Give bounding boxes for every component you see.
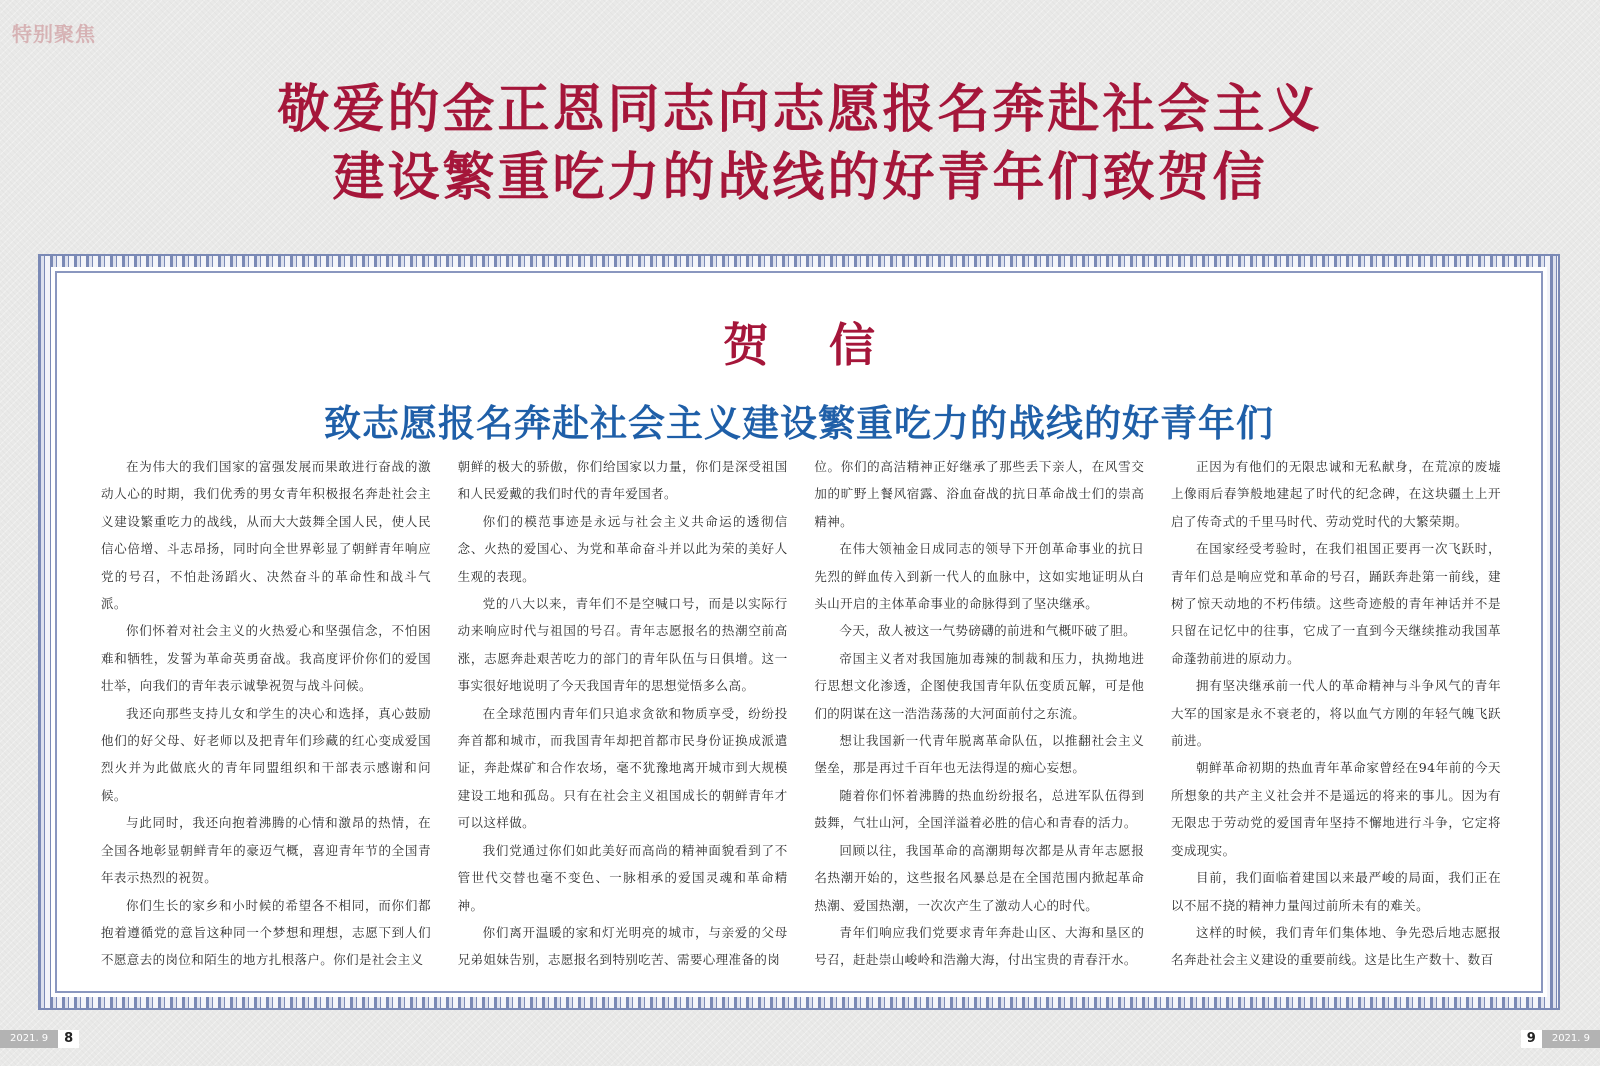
letter-paragraph: 我们党通过你们如此美好而高尚的精神面貌看到了不管世代交替也毫不变色、一脉相承的爱国灵魂和革命精神。	[457, 842, 788, 913]
letter-paragraph: 在为伟大的我们国家的富强发展而果敢进行奋战的激动人心的时期，我们优秀的男女青年积极报名奔赴社会主义建设繁重吃力的战线，从而大大鼓舞全国人民，使人民信心倍增、斗志昂扬，同时向全世界彰显了朝鲜青年响应党的号召，不怕赴汤蹈火、决然奋斗的革命性和战斗气派。	[101, 459, 431, 612]
letter-paragraph: 帝国主义者对我国施加毒辣的制裁和压力，执拗地进行思想文化渗透，企图使我国青年队伍变质瓦解，可是他们的阴谋在这一浩浩荡荡的大河面前付之东流。	[814, 650, 1145, 721]
letter-paragraph: 位。你们的高洁精神正好继承了那些丢下亲人，在风雪交加的旷野上餐风宿露、浴血奋战的抗日革命战士们的崇高精神。	[814, 459, 1145, 529]
text-column-1	[101, 453, 431, 973]
letter-paragraph: 在全球范围内青年们只追求贪欲和物质享受，纷纷投奔首都和城市，而我国青年却把首都市民身份证换成派遣证，奔赴煤矿和合作农场，毫不犹豫地离开城市到大规模建设工地和孤岛。只有在社会主义祖国成长的朝鲜青年才可以这样做。	[457, 705, 788, 831]
letter-paragraph: 回顾以往，我国革命的高潮期每次都是从青年志愿报名热潮开始的，这些报名风暴总是在全国范围内掀起革命热潮、爱国热潮，一次次产生了激动人心的时代。	[814, 842, 1145, 913]
letter-paragraph: 青年们响应我们党要求青年奔赴山区、大海和垦区的号召，赶赴崇山峻岭和浩瀚大海，付出宝贵的青春汗水。	[814, 924, 1145, 968]
letter-paragraph: 今天，敌人被这一气势磅礴的前进和气概吓破了胆。	[839, 623, 1137, 639]
article-title-line-1: 敬爱的金正恩同志向志愿报名奔赴社会主义	[277, 80, 1323, 140]
text-column-4	[1171, 453, 1501, 973]
letter-subheading: 致志愿报名奔赴社会主义建设繁重吃力的战线的好青年们	[324, 402, 1274, 445]
article-title	[0, 76, 1600, 212]
text-column-2	[458, 453, 788, 973]
page-number-left: 8	[58, 1030, 79, 1048]
letter-paragraph: 朝鲜革命初期的热血青年革命家曾经在94年前的今天所想象的共产主义社会并不是遥远的将来的事儿。因为有无限忠于劳动党的爱国青年坚持不懈地进行斗争，它定将变成现实。	[1170, 760, 1501, 858]
letter-paragraph: 拥有坚决继承前一代人的革命精神与斗争风气的青年大军的国家是永不衰老的，将以血气方刚的年轻气魄飞跃前进。	[1170, 678, 1501, 749]
letter-paragraph: 与此同时，我还向抱着沸腾的心情和激昂的热情，在全国各地彰显朝鲜青年的豪迈气概，喜迎青年节的全国青年表示热烈的祝贺。	[101, 815, 431, 886]
letter-paragraph: 目前，我们面临着建国以来最严峻的局面，我们正在以不屈不挠的精神力量闯过前所未有的难关。	[1170, 870, 1501, 913]
footer-right	[1521, 1030, 1600, 1048]
letter-paragraph: 党的八大以来，青年们不是空喊口号，而是以实际行动来响应时代与祖国的号召。青年志愿报名的热潮空前高涨，志愿奔赴艰苦吃力的部门的青年队伍与日俱增。这一事实很好地说明了今天我国青年的思想觉悟多么高。	[457, 596, 788, 694]
text-column-3	[814, 453, 1144, 973]
letter-body	[101, 453, 1501, 973]
letter-paragraph: 在伟大领袖金日成同志的领导下开创革命事业的抗日先烈的鲜血传入到新一代人的血脉中，这如实地证明从白头山开启的主体革命事业的命脉得到了坚决继承。	[814, 541, 1145, 612]
letter-frame	[38, 254, 1560, 1010]
magazine-section-logo: 特别聚焦	[12, 22, 96, 46]
page-number-right: 9	[1521, 1030, 1542, 1048]
letter-paragraph: 想让我国新一代青年脱离革命队伍，以推翻社会主义堡垒，那是再过千百年也无法得逞的痴心妄想。	[814, 733, 1145, 776]
issue-date-left: 2021. 9	[0, 1030, 58, 1048]
footer-left	[0, 1030, 79, 1048]
issue-date-right: 2021. 9	[1542, 1030, 1600, 1048]
letter-paragraph: 你们生长的家乡和小时候的希望各不相同，而你们都抱着遵循党的意旨这种同一个梦想和理想，志愿下到人们不愿意去的岗位和陌生的地方扎根落户。你们是社会主义	[101, 897, 431, 968]
letter-panel	[55, 271, 1543, 993]
letter-paragraph: 随着你们怀着沸腾的热血纷纷报名，总进军队伍得到鼓舞，气壮山河，全国洋溢着必胜的信心和青春的活力。	[814, 787, 1145, 831]
letter-paragraph: 正因为有他们的无限忠诚和无私献身，在荒凉的废墟上像雨后春笋般地建起了时代的纪念碑，在这块疆土上开启了传奇式的千里马时代、劳动党时代的大繁荣期。	[1170, 459, 1501, 529]
letter-paragraph: 你们离开温暖的家和灯光明亮的城市，与亲爱的父母兄弟姐妹告别，志愿报名到特别吃苦、需要心理准备的岗	[457, 924, 788, 968]
letter-paragraph: 你们的模范事迹是永远与社会主义共命运的透彻信念、火热的爱国心、为党和革命奋斗并以此为荣的美好人生观的表现。	[457, 513, 788, 584]
letter-paragraph: 这样的时候，我们青年们集体地、争先恐后地志愿报名奔赴社会主义建设的重要前线。这是比生产数十、数百	[1170, 924, 1501, 968]
letter-heading: 贺信	[723, 318, 935, 372]
letter-paragraph: 朝鲜的极大的骄傲，你们给国家以力量，你们是深受祖国和人民爱戴的我们时代的青年爱国者。	[457, 459, 788, 502]
letter-paragraph: 你们怀着对社会主义的火热爱心和坚强信念，不怕困难和牺牲，发誓为革命英勇奋战。我高度评价你们的爱国壮举，向我们的青年表示诚挚祝贺与战斗问候。	[101, 623, 431, 694]
letter-paragraph: 在国家经受考验时，在我们祖国正要再一次飞跃时，青年们总是响应党和革命的号召，踊跃奔赴第一前线，建树了惊天动地的不朽伟绩。这些奇迹般的青年神话并不是只留在记忆中的往事，它成了一直到今天继续推动我国革命蓬勃前进的原动力。	[1170, 541, 1501, 666]
article-title-line-2: 建设繁重吃力的战线的好青年们致贺信	[332, 148, 1268, 208]
letter-paragraph: 我还向那些支持儿女和学生的决心和选择，真心鼓励他们的好父母、好老师以及把青年们珍藏的红心变成爱国烈火并为此做底火的青年同盟组织和干部表示感谢和问候。	[101, 705, 431, 803]
